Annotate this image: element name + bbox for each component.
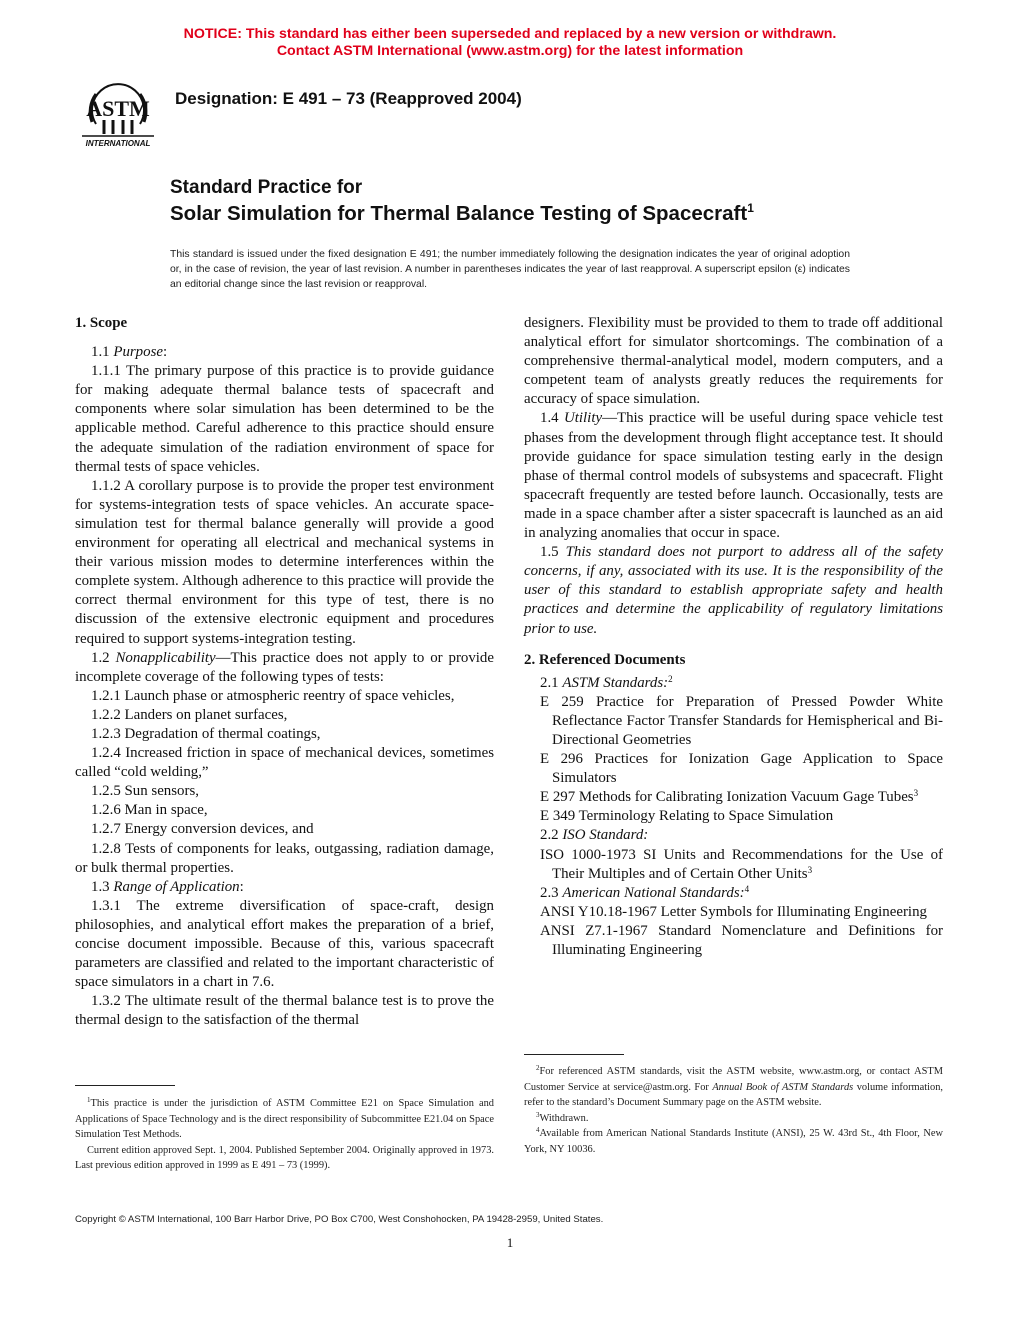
para-1-2-tail: —This practice does not apply to or provide incomplete coverage of the following types of tests: xyxy=(75,649,494,685)
ref-e297 xyxy=(540,788,943,807)
para-1-5-num: 1.5 xyxy=(540,544,566,561)
para-2-3-num: 2.3 xyxy=(540,884,563,901)
title-footnote-mark: 1 xyxy=(747,201,754,215)
para-1-3-2: 1.3.2 The ultimate result of the thermal balance test is to prove the thermal design to the satisfaction of the thermal xyxy=(75,993,494,1029)
para-1-3-tail: : xyxy=(239,878,244,895)
para-1-1-num: 1.1 xyxy=(91,344,114,361)
ref-e297-text: E 297 Methods for Calibrating Ionization Vacuum Gage Tubes xyxy=(540,789,914,806)
footnote-2-italic: Annual Book of ASTM Standards xyxy=(712,1081,854,1093)
footnote-4-mark: 4 xyxy=(536,1126,540,1134)
list-item: 1.2.2 Landers on planet surfaces, xyxy=(91,706,288,723)
para-1-5-text: This standard does not purport to address all of the safety concerns, if any, associated with its use. It is the responsibility of the user of this standard to establish appropriate safety and health practices and determine the applicability of regulatory limitations prior to use. xyxy=(524,544,943,637)
para-1-1-1: 1.1.1 The primary purpose of this practice is to provide guidance for making adequate thermal balance tests of spacecraft and components where solar simulation has been determined to be the applicable method. Careful adherence to this practice should ensure the adequate simulation of the radiation environment of space for thermal tests of space vehicles. xyxy=(75,363,494,475)
para-1-1-tail: : xyxy=(162,344,168,361)
footnotes-right xyxy=(524,1064,943,1157)
ref-iso1000-mark: 3 xyxy=(807,864,813,875)
para-2-1-num: 2.1 xyxy=(540,674,563,691)
left-column xyxy=(75,314,494,1030)
list-item: 1.2.1 Launch phase or atmospheric reentry of space vehicles, xyxy=(91,687,455,704)
para-1-3-2-continued: designers. Flexibility must be provided to them to trade off additional analytical effort for simulator shortcomings. The combination of a comprehensive thermal-analytical model, modern computers, and a competent team of analysts greatly reduces the requirements for accuracy of space simulation. xyxy=(524,315,943,408)
ref-e349: E 349 Terminology Relating to Space Simulation xyxy=(540,808,834,825)
para-1-4 xyxy=(524,409,943,543)
para-2-1 xyxy=(524,674,943,693)
para-2-1-mark: 2 xyxy=(668,673,673,684)
footnote-4-text: Available from American National Standards Institute (ANSI), 25 W. 43rd St., 4th Floor, New York, NY 10036. xyxy=(524,1128,943,1155)
document-title xyxy=(170,175,754,227)
footnote-3-mark: 3 xyxy=(536,1110,540,1119)
title-line-2-text: Solar Simulation for Thermal Balance Testing of Spacecraft xyxy=(170,202,748,225)
footnote-3-text: Withdrawn. xyxy=(539,1112,589,1124)
ref-ansi-z7: ANSI Z7.1-1967 Standard Nomenclature and Definitions for Illuminating Engineering xyxy=(540,922,943,958)
ref-e296: E 296 Practices for Ionization Gage Application to Space Simulators xyxy=(540,751,943,787)
astm-logo-icon xyxy=(74,76,162,152)
footnote-4 xyxy=(524,1126,943,1157)
list-item: 1.2.6 Man in space, xyxy=(91,802,208,819)
title-line-2 xyxy=(170,201,754,227)
para-1-1 xyxy=(75,343,494,362)
section-heading-scope: 1. Scope xyxy=(75,315,128,331)
para-1-3 xyxy=(75,878,494,897)
footnote-divider-left xyxy=(75,1085,175,1086)
designation: Designation: E 491 – 73 (Reapproved 2004) xyxy=(175,89,522,108)
right-column xyxy=(524,314,943,960)
section-heading-referenced-documents: 2. Referenced Documents xyxy=(524,651,686,668)
para-2-2-title: ISO Standard: xyxy=(562,827,649,844)
logo-text: INTERNATIONAL xyxy=(85,139,151,148)
footnote-2-mark: 2 xyxy=(536,1064,540,1072)
title-line-1: Standard Practice for xyxy=(170,177,363,198)
notice-line-1: NOTICE: This standard has either been superseded and replaced by a new version or withdrawn. xyxy=(183,26,837,42)
para-1-3-title: Range of Application xyxy=(113,878,240,895)
footnote-1-edition: Current edition approved Sept. 1, 2004. Published September 2004. Originally approved in 1973. Last previous edition approved in 1999 as E 491 – 73 (1999). xyxy=(75,1144,494,1171)
para-2-2 xyxy=(524,826,943,845)
para-1-2-title: Nonapplicability xyxy=(115,649,216,666)
para-1-3-1: 1.3.1 The extreme diversification of space-craft, design philosophies, and analytical effort makes the preparation of a brief, concise document impossible. Because of this, various spacecraft parameters are classified and related to the important characteristic of space simulators in a chart in 7.6. xyxy=(75,897,494,991)
footnote-1 xyxy=(75,1096,494,1143)
page-number: 1 xyxy=(506,1235,514,1250)
footnote-2-text-a: For referenced ASTM standards, visit the ASTM website, www.astm.org, or contact ASTM Customer Service at service@astm.org. For xyxy=(524,1066,943,1093)
para-1-2-num: 1.2 xyxy=(91,649,116,666)
footnote-divider-right xyxy=(524,1054,624,1055)
list-item: 1.2.7 Energy conversion devices, and xyxy=(91,821,314,838)
issuance-note: This standard is issued under the fixed designation E 491; the number immediately following the designation indicates the year of original adoption or, in the case of revision, the year of last revision. A number in parentheses indicates the year of last reapproval. A superscript epsilon (ε) indicates an editorial change since the last revision or reapproval. xyxy=(170,249,850,290)
ref-iso1000-text: ISO 1000-1973 SI Units and Recommendations for the Use of Their Multiples and of Certain Other Units xyxy=(540,846,943,882)
para-1-1-title: Purpose xyxy=(113,344,163,361)
para-1-4-num: 1.4 xyxy=(540,410,565,427)
para-2-2-num: 2.2 xyxy=(540,827,563,844)
para-2-1-title: ASTM Standards: xyxy=(562,674,669,691)
list-item: 1.2.8 Tests of components for leaks, outgassing, radiation damage, or bulk thermal properties. xyxy=(75,840,494,876)
para-2-3 xyxy=(524,884,943,903)
astm-logo-graphic xyxy=(74,76,162,152)
footnote-1-text: This practice is under the jurisdiction of ASTM Committee E21 on Space Simulation and Applications of Space Technology and is the direct responsibility of Subcommittee E21.04 on Space Simulation Test Methods. xyxy=(75,1098,494,1140)
footnote-2 xyxy=(524,1064,943,1111)
ref-iso1000 xyxy=(540,846,943,884)
para-2-3-mark: 4 xyxy=(744,883,750,894)
para-1-5 xyxy=(524,543,943,638)
ref-e259: E 259 Practice for Preparation of Pressed Powder White Reflectance Factor Transfer Standards for Hemispherical and Bi-Directional Geometries xyxy=(540,693,943,748)
svg-text:ASTM: ASTM xyxy=(86,96,150,121)
para-1-1-2: 1.1.2 A corollary purpose is to provide the proper test environment for systems-integration tests of space vehicles. An accurate space-simulation test for thermal balance generally will provide a good environment for operating all electrical and mechanical systems in their various mission modes to determine interferences within the complete system. Although adherence to this practice will provide the correct thermal environment for this type of test, there is no discussion of the extensive electronic equipment and procedures required to support systems-integration testing. xyxy=(75,477,494,647)
copyright-line: Copyright © ASTM International, 100 Barr Harbor Drive, PO Box C700, West Conshohocken, PA 19428-2959, United States. xyxy=(75,1214,604,1225)
para-2-3-title: American National Standards: xyxy=(562,884,745,901)
footnote-1-mark: 1 xyxy=(87,1096,91,1104)
para-1-3-num: 1.3 xyxy=(91,878,114,895)
supersede-notice xyxy=(0,26,1020,60)
footnotes-left xyxy=(75,1096,494,1174)
footnote-2-text-b: volume information, refer to the standard’s Document Summary page on the ASTM website. xyxy=(524,1081,943,1108)
notice-line-2: Contact ASTM International (www.astm.org) for the latest information xyxy=(276,43,744,59)
footnote-3 xyxy=(524,1111,943,1127)
ref-e297-mark: 3 xyxy=(913,788,919,799)
list-item: 1.2.3 Degradation of thermal coatings, xyxy=(91,725,321,742)
list-item: 1.2.5 Sun sensors, xyxy=(91,783,199,800)
para-1-2 xyxy=(75,649,494,687)
ref-ansi-y10: ANSI Y10.18-1967 Letter Symbols for Illuminating Engineering xyxy=(540,903,927,920)
para-1-4-title: Utility xyxy=(564,410,603,427)
list-item: 1.2.4 Increased friction in space of mechanical devices, sometimes called “cold welding,” xyxy=(75,745,494,781)
para-1-4-tail: —This practice will be useful during space vehicle test phases from the development through flight acceptance test. It should provide guidance for space simulation testing early in the design phase of thermal control models of subsystems and spacecraft. Flight spacecraft frequently are tested before launch. Occasionally, tests are made in a space chamber after a sister spacecraft is launched as an aid in analyzing anomalies that occur in space. xyxy=(524,410,943,542)
